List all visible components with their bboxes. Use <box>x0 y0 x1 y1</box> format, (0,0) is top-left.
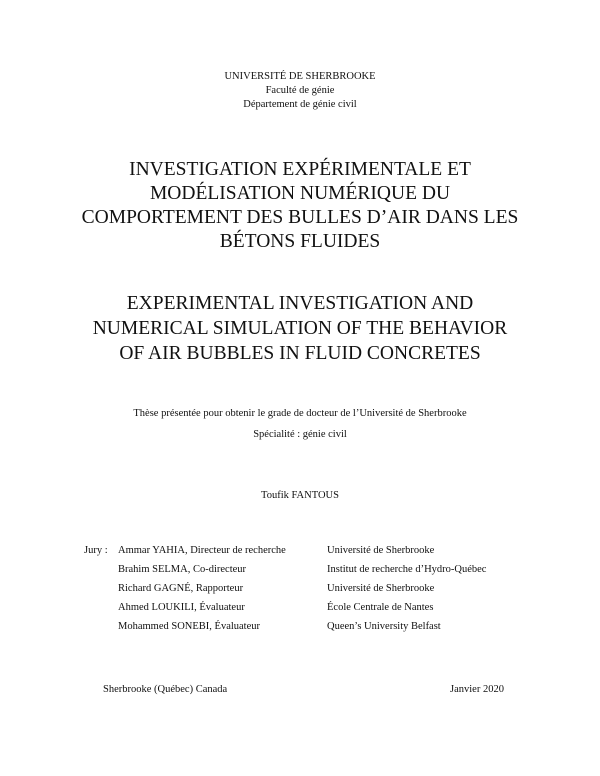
jury-member-institution: Université de Sherbrooke <box>327 583 435 594</box>
jury-member-institution: Université de Sherbrooke <box>327 545 435 556</box>
jury-member-name: Richard GAGNÉ, Rapporteur <box>118 583 244 594</box>
title-en-line-2: NUMERICAL SIMULATION OF THE BEHAVIOR <box>92 318 508 339</box>
jury-member-name: Ammar YAHIA, Directeur de recherche <box>118 545 286 556</box>
footer-place: Sherbrooke (Québec) Canada <box>103 684 228 695</box>
university-name: UNIVERSITÉ DE SHERBROOKE <box>224 71 376 82</box>
title-en-line-3: OF AIR BUBBLES IN FLUID CONCRETES <box>119 343 481 364</box>
title-fr-line-4: BÉTONS FLUIDES <box>219 231 381 252</box>
footer-date: Janvier 2020 <box>450 684 504 695</box>
jury-member-institution: École Centrale de Nantes <box>327 602 434 613</box>
jury-member-name: Brahim SELMA, Co-directeur <box>118 564 247 575</box>
faculty-name: Faculté de génie <box>265 85 335 96</box>
department-name: Département de génie civil <box>243 99 357 110</box>
author-name: Toufik FANTOUS <box>261 490 339 501</box>
title-fr-line-3: COMPORTEMENT DES BULLES D’AIR DANS LES <box>81 207 519 228</box>
title-fr-line-1: INVESTIGATION EXPÉRIMENTALE ET <box>129 159 471 180</box>
title-fr-line-2: MODÉLISATION NUMÉRIQUE DU <box>149 183 451 204</box>
jury-member-institution: Institut de recherche d’Hydro-Québec <box>327 564 487 575</box>
thesis-specialty: Spécialité : génie civil <box>253 429 347 440</box>
jury-label: Jury : <box>84 545 108 556</box>
jury-member-institution: Queen’s University Belfast <box>327 621 441 632</box>
thesis-statement: Thèse présentée pour obtenir le grade de docteur de l’Université de Sherbrooke <box>133 408 467 419</box>
jury-member-name: Mohammed SONEBI, Évaluateur <box>118 621 261 632</box>
title-en-line-1: EXPERIMENTAL INVESTIGATION AND <box>126 293 474 314</box>
jury-member-name: Ahmed LOUKILI, Évaluateur <box>118 602 245 613</box>
